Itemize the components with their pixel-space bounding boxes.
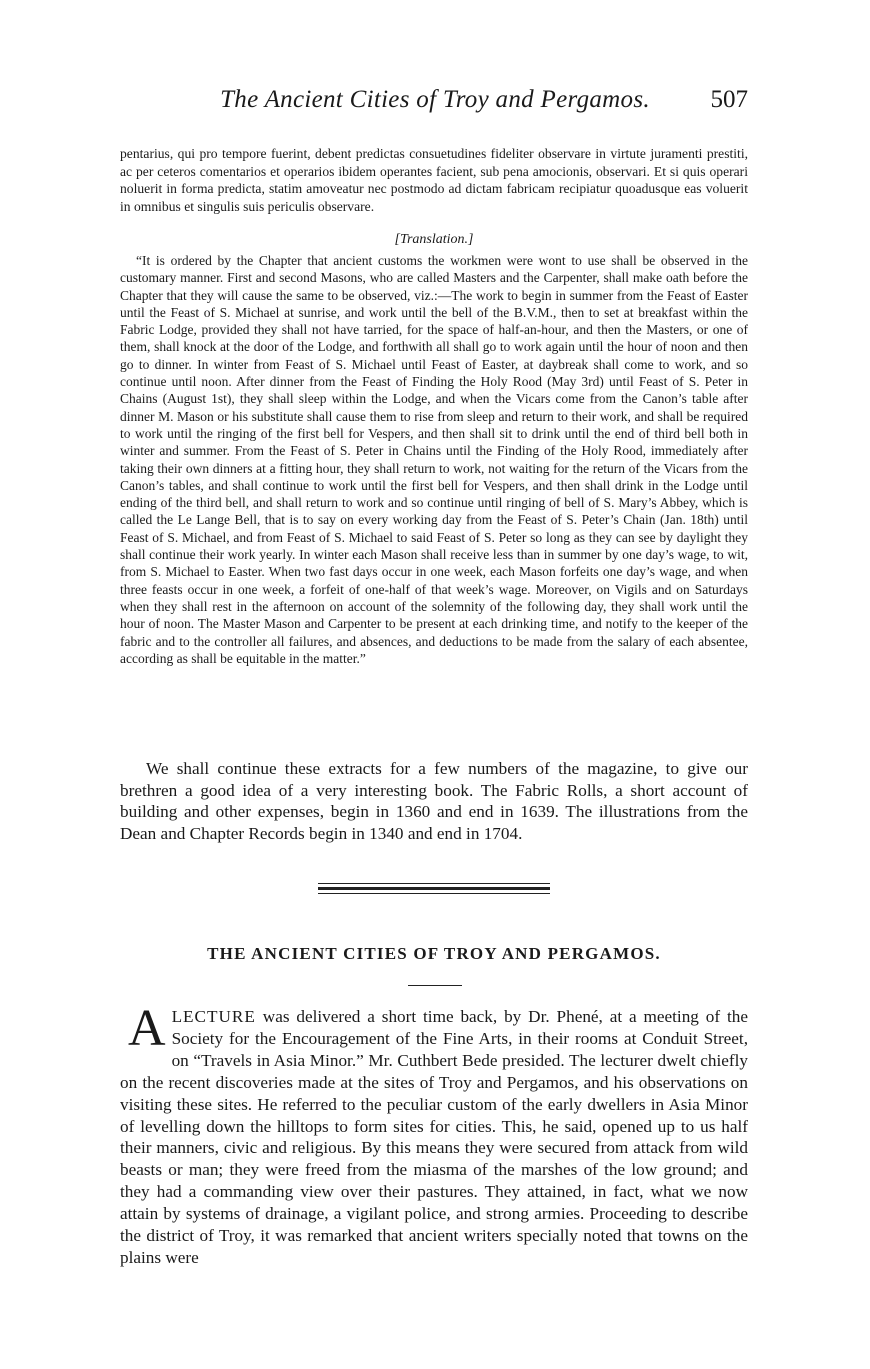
- translation-label: [Translation.]: [394, 232, 474, 247]
- translation-paragraph: “It is ordered by the Chapter that ancient customs the workmen were wont to use shall be observed in the customary manner. First and second Masons, who are called Masters and the Carpenter, shall make oath before the Chapter that they will cause the same to be observed, viz.:—The work to begin in summer from the Feast of Easter until the Feast of S. Michael at sunrise, and work until the bell of the B.V.M., then to set at breakfast within the Fabric Lodge, provided they shall not have tarried, for the space of half-an-hour, and then the Masters, or one of them, shall knock at the door of the Lodge, and forthwith all shall go to work again until the hour of noon and then go to dinner. In winter from Feast of S. Michael until Feast of Easter, at daybreak shall come to work, and so continue until noon. After dinner from the Feast of Finding the Holy Rood (May 3rd) until Feast of S. Peter in Chains (August 1st), they shall sleep within the Lodge, and when the Vicars come from the Canon’s table after dinner M. Mason or his substitute shall cause them to rise from sleep and return to their work, and shall be required to work until the ringing of the first bell for Vespers, and then shall sit to drink until the end of third bell both in winter and summer. From the Feast of S. Peter in Chains until the Finding of the Holy Rood, immediately after taking their own dinners at a fitting hour, they shall return to work, not waiting for the return of the Vicars from the Canon’s tables, and shall continue to work until the first bell for Vespers, and then shall drink in the Lodge until ending of the third bell, and shall return to work and so continue until ringing of bell of S. Mary’s Abbey, which is called the Le Lange Bell, that is to say on every working day from the Feast of S. Peter’s Chain (Jan. 18th) until Feast of S. Michael, and from Feast of S. Michael to said Feast of S. Peter so long as they can see by daylight they shall continue their work yearly. In winter each Mason shall receive less than in summer by one day’s wage, to wit, from S. Michael to Easter. When two fast days occur in one week, each Mason forfeits one day’s wage, and when three feasts occur in one week, a forfeit of one-half of that week’s wage. Moreover, on Vigils and on Saturdays when they shall rest in the afternoon on account of the solemnity of the following day, they shall work until the hour of noon. The Master Mason and Carpenter to be present at each drinking time, and notify to the keeper of the fabric and to the controller all failures, and absences, and deductions to be made from the salary of each absentee, according as shall be equitable in the matter.”: [120, 253, 748, 666]
- drop-cap: A: [128, 1000, 166, 1057]
- article-body-text: was delivered a short time back, by Dr. Phené, at a meeting of the Society for the Encouragement of the Fine Arts, in their rooms at Conduit Street, on “Travels in Asia Minor.” Mr. Cuthbert Bede presided. The lecturer dwelt chiefly on the recent discoveries made at the sites of Troy and Pergamos, and his observations on visiting these sites. He referred to the peculiar custom of the early dwellers in Asia Minor of levelling down the hilltops to form sites for cities. This, he said, opened up to us half their manners, civic and religious. By this means they were secured from attack from wild beasts or man; they were freed from the miasma of the marshes of the low ground; and they had a commanding view over their pastures. They attained, in fact, what we now attain by systems of drainage, a vigilant police, and strong armies. Proceeding to describe the district of Troy, it was remarked that ancient writers specially noted that towns on the plains were: [120, 1007, 748, 1267]
- running-header: [0, 86, 870, 120]
- closing-paragraph: We shall continue these extracts for a few numbers of the magazine, to give our brethren a good idea of a very interesting book. The Fabric Rolls, a short account of building and other expenses, begin in 1360 and end in 1639. The illustrations from the Dean and Chapter Records begin in 1340 and end in 1704.: [120, 759, 748, 844]
- article-body: [120, 1000, 748, 1269]
- section-divider: [318, 883, 550, 897]
- divider-thick-rule: [318, 887, 550, 890]
- divider-thin-rule: [318, 893, 550, 894]
- title-underline: [408, 985, 462, 986]
- latin-paragraph: pentarius, qui pro tempore fuerint, debent predictas consuetudines fideliter observare in virtute juramenti prestiti, ac per ceteros comentarios et operarios ibidem operantes facient, sub pena amocionis, observari. Et si quis operari noluerit in forma predicta, statim amoveatur nec postmodo ad dictam fabricam recipiatur quoadusque eas voluerit in omnibus et singulis suis periculis observare.: [120, 146, 748, 214]
- running-title: The Ancient Cities of Troy and Pergamos.: [220, 86, 650, 113]
- lead-word: LECTURE: [171, 1007, 256, 1026]
- article-title: THE ANCIENT CITIES OF TROY AND PERGAMOS.: [207, 944, 661, 963]
- page-number: 507: [710, 86, 748, 113]
- divider-thin-rule: [318, 883, 550, 884]
